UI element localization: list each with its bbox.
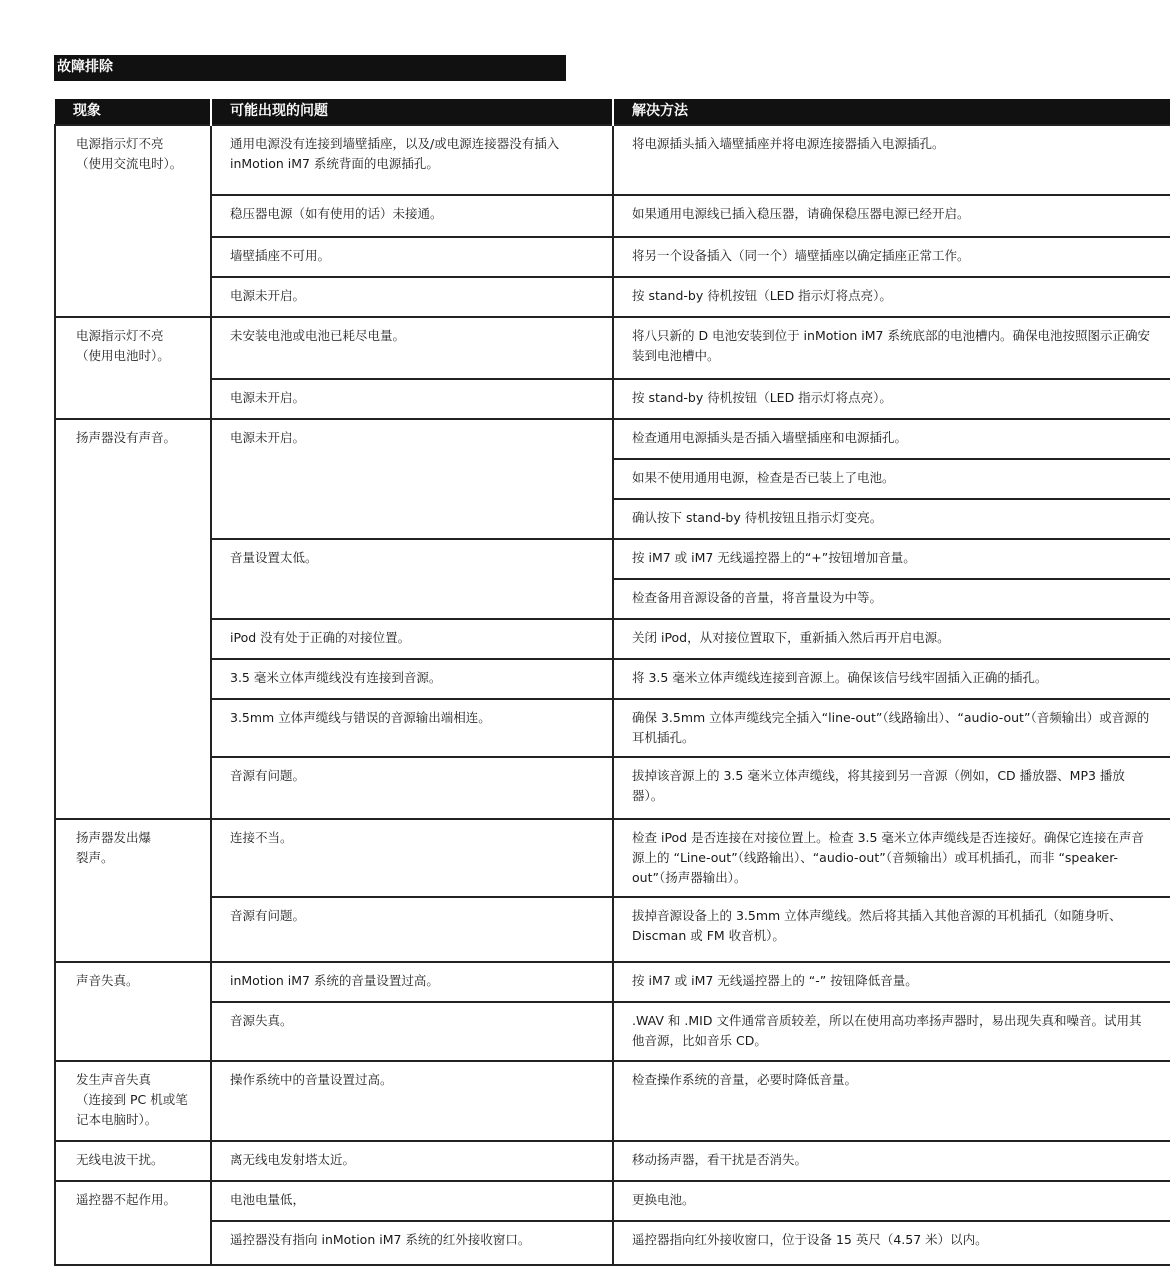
table-row — [55, 962, 1170, 1002]
solution-cell: 移动扬声器，看干扰是否消失。 — [613, 1141, 1170, 1181]
table-row — [55, 819, 1170, 897]
cause-cell: iPod 没有处于正确的对接位置。 — [211, 619, 613, 659]
cause-cell: 3.5 毫米立体声缆线没有连接到音源。 — [211, 659, 613, 699]
solution-cell: 按 iM7 或 iM7 无线遥控器上的“+”按钮增加音量。 — [613, 539, 1170, 579]
header-symptom: 现象 — [55, 99, 211, 125]
solution-cell: 检查通用电源插头是否插入墙壁插座和电源插孔。 — [613, 419, 1170, 459]
solution-cell: 按 iM7 或 iM7 无线遥控器上的 “-” 按钮降低音量。 — [613, 962, 1170, 1002]
table-row — [55, 659, 1170, 699]
table-header-row — [55, 99, 1170, 125]
table-row — [55, 379, 1170, 419]
table-body — [55, 125, 1170, 1265]
cause-cell: 电源未开启。 — [211, 277, 613, 317]
cause-cell: 音量设置太低。 — [211, 539, 613, 619]
solution-cell: 更换电池。 — [613, 1181, 1170, 1221]
cause-cell: 离无线电发射塔太近。 — [211, 1141, 613, 1181]
solution-cell: 检查 iPod 是否连接在对接位置上。检查 3.5 毫米立体声缆线是否连接好。确保它连接在声音源上的 “Line-out”（线路输出）、“audio-out”（音频输出）或耳机插孔，而非 “speaker-out”（扬声器输出）。 — [613, 819, 1170, 897]
symptom-cell: 扬声器没有声音。 — [55, 419, 211, 819]
troubleshooting-table — [54, 99, 1170, 1266]
solution-cell: 如果不使用通用电源，检查是否已装上了电池。 — [613, 459, 1170, 499]
solution-cell: 确认按下 stand-by 待机按钮且指示灯变亮。 — [613, 499, 1170, 539]
cause-cell: 稳压器电源（如有使用的话）未接通。 — [211, 195, 613, 237]
cause-cell: 墙壁插座不可用。 — [211, 237, 613, 277]
solution-cell: 拔掉该音源上的 3.5 毫米立体声缆线，将其接到另一音源（例如，CD 播放器、MP3 播放器）。 — [613, 757, 1170, 819]
table-row — [55, 1061, 1170, 1141]
cause-cell: 音源有问题。 — [211, 897, 613, 962]
cause-cell: 电源未开启。 — [211, 419, 613, 539]
table-row — [55, 1141, 1170, 1181]
table-row — [55, 619, 1170, 659]
solution-cell: 检查操作系统的音量，必要时降低音量。 — [613, 1061, 1170, 1141]
table-row — [55, 757, 1170, 819]
cause-cell: 电源未开启。 — [211, 379, 613, 419]
solution-cell: 将另一个设备插入（同一个）墙壁插座以确定插座正常工作。 — [613, 237, 1170, 277]
solution-cell: 遥控器指向红外接收窗口，位于设备 15 英尺（4.57 米）以内。 — [613, 1221, 1170, 1265]
cause-cell: 遥控器没有指向 inMotion iM7 系统的红外接收窗口。 — [211, 1221, 613, 1265]
section-title: 故障排除 — [54, 55, 566, 81]
table-row — [55, 277, 1170, 317]
table-row — [55, 539, 1170, 579]
symptom-cell: 无线电波干扰。 — [55, 1141, 211, 1181]
solution-cell: 将电源插头插入墙壁插座并将电源连接器插入电源插孔。 — [613, 125, 1170, 195]
solution-cell: 将八只新的 D 电池安装到位于 inMotion iM7 系统底部的电池槽内。确保电池按照图示正确安装到电池槽中。 — [613, 317, 1170, 379]
table-row — [55, 419, 1170, 459]
table-row — [55, 317, 1170, 379]
cause-cell: 连接不当。 — [211, 819, 613, 897]
solution-cell: 检查备用音源设备的音量，将音量设为中等。 — [613, 579, 1170, 619]
table-row — [55, 237, 1170, 277]
cause-cell: inMotion iM7 系统的音量设置过高。 — [211, 962, 613, 1002]
table-row — [55, 897, 1170, 962]
table-row — [55, 125, 1170, 195]
symptom-cell: 发生声音失真 （连接到 PC 机或笔 记本电脑时）。 — [55, 1061, 211, 1141]
cause-cell: 通用电源没有连接到墙壁插座，以及/或电源连接器没有插入 inMotion iM7 系统背面的电源插孔。 — [211, 125, 613, 195]
table-row — [55, 1002, 1170, 1061]
solution-cell: 拔掉音源设备上的 3.5mm 立体声缆线。然后将其插入其他音源的耳机插孔（如随身听、Discman 或 FM 收音机）。 — [613, 897, 1170, 962]
cause-cell: 未安装电池或电池已耗尽电量。 — [211, 317, 613, 379]
solution-cell: 确保 3.5mm 立体声缆线完全插入“line-out”（线路输出）、“audio-out”（音频输出）或音源的耳机插孔。 — [613, 699, 1170, 757]
cause-cell: 电池电量低， — [211, 1181, 613, 1221]
symptom-cell: 遥控器不起作用。 — [55, 1181, 211, 1265]
symptom-cell: 扬声器发出爆 裂声。 — [55, 819, 211, 962]
header-cause: 可能出现的问题 — [211, 99, 613, 125]
cause-cell: 音源有问题。 — [211, 757, 613, 819]
solution-cell: 如果通用电源线已插入稳压器，请确保稳压器电源已经开启。 — [613, 195, 1170, 237]
symptom-cell: 电源指示灯不亮 （使用电池时）。 — [55, 317, 211, 419]
solution-cell: .WAV 和 .MID 文件通常音质较差，所以在使用高功率扬声器时，易出现失真和噪音。试用其他音源，比如音乐 CD。 — [613, 1002, 1170, 1061]
symptom-cell: 声音失真。 — [55, 962, 211, 1061]
table-row — [55, 1221, 1170, 1265]
cause-cell: 音源失真。 — [211, 1002, 613, 1061]
solution-cell: 按 stand-by 待机按钮（LED 指示灯将点亮）。 — [613, 277, 1170, 317]
solution-cell: 关闭 iPod，从对接位置取下，重新插入然后再开启电源。 — [613, 619, 1170, 659]
cause-cell: 3.5mm 立体声缆线与错误的音源输出端相连。 — [211, 699, 613, 757]
cause-cell: 操作系统中的音量设置过高。 — [211, 1061, 613, 1141]
table-row — [55, 699, 1170, 757]
header-solution: 解决方法 — [613, 99, 1170, 125]
symptom-cell: 电源指示灯不亮 （使用交流电时）。 — [55, 125, 211, 317]
table-row — [55, 1181, 1170, 1221]
table-row — [55, 195, 1170, 237]
solution-cell: 按 stand-by 待机按钮（LED 指示灯将点亮）。 — [613, 379, 1170, 419]
solution-cell: 将 3.5 毫米立体声缆线连接到音源上。确保该信号线牢固插入正确的插孔。 — [613, 659, 1170, 699]
